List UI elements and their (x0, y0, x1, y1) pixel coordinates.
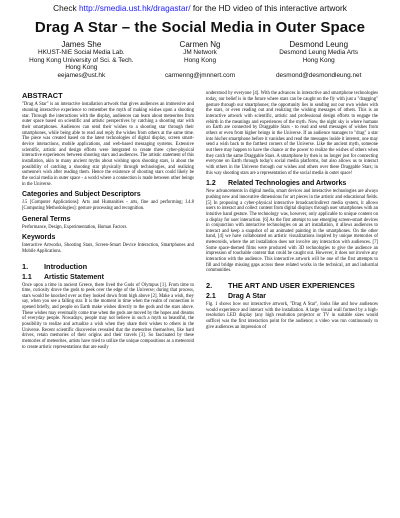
author-name: James She (61, 40, 102, 49)
author-2 (141, 40, 260, 79)
section-title: Introduction (44, 261, 88, 271)
subsection-heading (22, 274, 194, 281)
body-columns (22, 91, 378, 354)
author-location: Hong Kong (302, 56, 335, 64)
subsection-heading (206, 293, 378, 300)
author-location: Hong Kong (65, 64, 98, 72)
subsection-number: 1.1 (22, 273, 32, 281)
author-affiliation: JM Network (183, 49, 217, 56)
author-affiliation: HKUST-NIE Social Media Lab. (38, 49, 125, 56)
section-title: THE ART AND USER EXPERIENCES (228, 281, 355, 291)
section-number: 2. (206, 281, 213, 291)
right-column (206, 91, 378, 354)
video-link[interactable]: http://smedia.ust.hk/dragastar/ (78, 3, 191, 13)
author-spacer (259, 64, 378, 72)
subsection-title: Artistic Statement (44, 273, 104, 281)
author-location: Hong Kong (184, 56, 216, 64)
keywords-text: Interactive Artworks, Shooting Stars, Screen-Smart Device Interaction, Smartphones and Mobile Applications. (22, 243, 194, 254)
abstract-text: "Drag A Star" is an interactive installation artwork that gives audiences an immersive and stunning interactive experience to remember the myth of making wishes upon a shooting star. Through the interactions with the display, audiences can learn about meteorites from outer space based on scientific and artistic perspectives by catching a shooting star with their smartphones. Audiences can send their wishes to a shooting star through their smartphones, while being able to read and reply the wishes from others at the same time. The piece was created based on the latest technologies of digital display, screen smart-device interactions, mobile applications, and web-based messaging systems. Extensive scientific, artistic and design efforts were integrated to create three cyber-physical interactive experiences between shooting stars and audiences. The artistic statement of this installation, akin to many ancient myths about wishing upon shooting stars, is about the possibility of catching a shooting star physically through technologies, and realizing someone's wish after reading them. Hence the existence of shooting stars could likely be the social media in outer space - a world where a connection is made between other beings in the Universe. (22, 102, 194, 187)
continued-text: understood by everyone [4]. With the advances in interactive and smartphone technologies today, our belief is in the future where stars can be caught on the fly with just a "dragging" gesture through our smartphones; the opportunity lies in sending out our own wishes with the stars, or even reading out and realizing the wishing messages of others. This is an interactive artwork with scientific, artistic and professional design efforts to engage the rebirth in the meanings and experiences of the myth. Now, the night sky is where humans on Earth are connected by Draggable Stars - to read and send messages of wishes from others or even from higher beings in the Universe. If an audience manages to "drag" a star into his/her smartphone before it vanishes and read the messages inside it interest, one may send a wish back to the farthest corners of the Universe. Like the ancient myth, someone out there may happen to have the chance or the power to realize the wishes of others when they catch the same Draggable Stars. A smartphone by then is no longer just for connecting everyone on Earth through today's social media platforms, but also allows us to interact with others in the Universe through our wishes and others over these Draggable Stars; in this way shooting stars are a representation of the social media in outer space! (206, 91, 378, 176)
artistic-text: Once upon a time in ancient Greece, there lived the Gods of Olympus [1]. From time to time, curiosity drove the gods to peek over the edge of the Universe; during that process, stars would be knocked over as they looked down from high above [2]. Make a wish, they say, when you see a falling star. It is the moment in time when the realm of connection is opened briefly, and people on Earth make wishes directly to the gods and the stars above. These wishes may eventually come true when the gods are moved by the hopes and dreams of everyday people. Nowadays, people may not believe in such a myth so beautiful, the possibility to realize and actualize a wish when they share their wishes to others in the Universe. Recent scientific discoveries revealed that the meteorites themselves, like hard drives, retain memories of their origins and their travels [3]. So fascinated by these memories of meteorites, artists have tried to utilize the unique compositions as a meteoroid to create artistic representations that are easily (22, 282, 194, 350)
paper-title: Drag A Star – the Social Media in Outer Space (34, 19, 366, 36)
categories-text: J.5 [Computer Applications]: Arts and Humanities - arts, fine and performing; I.4.8 [Computing Methodologies]: gesture processing and recognition. (22, 200, 194, 211)
section-heading (22, 262, 194, 271)
author-email: carmenng@jmnnert.com (164, 71, 236, 79)
subsection-number: 1.2 (206, 180, 216, 188)
subsection-title: Related Technologies and Artworks (228, 180, 347, 188)
section-number: 1. (22, 261, 29, 271)
terms-text: Performance, Design, Experimentation, Human Factors. (22, 224, 128, 230)
author-affiliation: Hong Kong University of Sci. & Tech. (29, 56, 134, 64)
abstract-heading: ABSTRACT (22, 91, 63, 101)
drag-text: Fig. 1 shows how our interactive artwork, "Drag A Star", looks like and how audiences would experience and interact with the installation. A large visual wall formed by a high-resolution LED display (any high resolution projector or TV in suitable sizes would suffice) was the first interaction point for the audience; a video was run continuously to give audiences an impression of (206, 302, 378, 330)
author-name: Carmen Ng (179, 40, 221, 49)
section-heading (206, 281, 378, 290)
left-column (22, 91, 194, 354)
author-name: Desmond Leung (289, 40, 349, 49)
subsection-heading (206, 180, 378, 187)
author-block (22, 40, 378, 79)
header-suffix: for the HD video of this interactive artwork (190, 3, 347, 13)
subsection-title: Drag A Star (228, 293, 266, 301)
author-affiliation: Desmond Leung Media Arts (279, 49, 359, 56)
header-prefix: Check (53, 3, 79, 13)
related-text: New advancements in digital media, smart devices and interactive technologies are always pushing new and innovative dimensions for art pieces in the artistic and educational fields. [5] In proposing a cyber-physical interactive broadcast/indirect media system, it allows users to interact and collect content from digital displays through user smartphones with an intuitive hand gesture. The technology was, however, only applicable to unique content on a display for user interaction. [6] As the first attempt to use emerging screen-smart devices in conjunction with interactive technologies on an art installation, it allows audiences to interact and keep a snapshot of an animated painting in the smartphones. On the other hand, [4] we have collaborated on artistic visualizations inspired by unique memories of meteoroids, where the art installation does not involve any interaction with audiences. [7] Some space-themed films were produced with 3D technologies to give the audience an impression of touchable content that could be caught out. However, it does not involve any interaction with the audience. This interactive artwork will be one of the first attempts to fill and bridge missing gaps across these related works in the technical, art and industrial communities. (206, 189, 378, 274)
header-notice (22, 3, 378, 13)
categories-heading: Categories and Subject Descriptors (22, 191, 141, 199)
author-email: eejames@ust.hk (57, 71, 106, 79)
keywords-heading: Keywords (22, 234, 56, 242)
terms-heading: General Terms (22, 215, 71, 223)
author-spacer (141, 64, 260, 72)
subsection-number: 2.1 (206, 293, 216, 301)
author-1 (22, 40, 141, 79)
author-3 (259, 40, 378, 79)
author-email: desmond@desmondleung.net (275, 71, 362, 79)
